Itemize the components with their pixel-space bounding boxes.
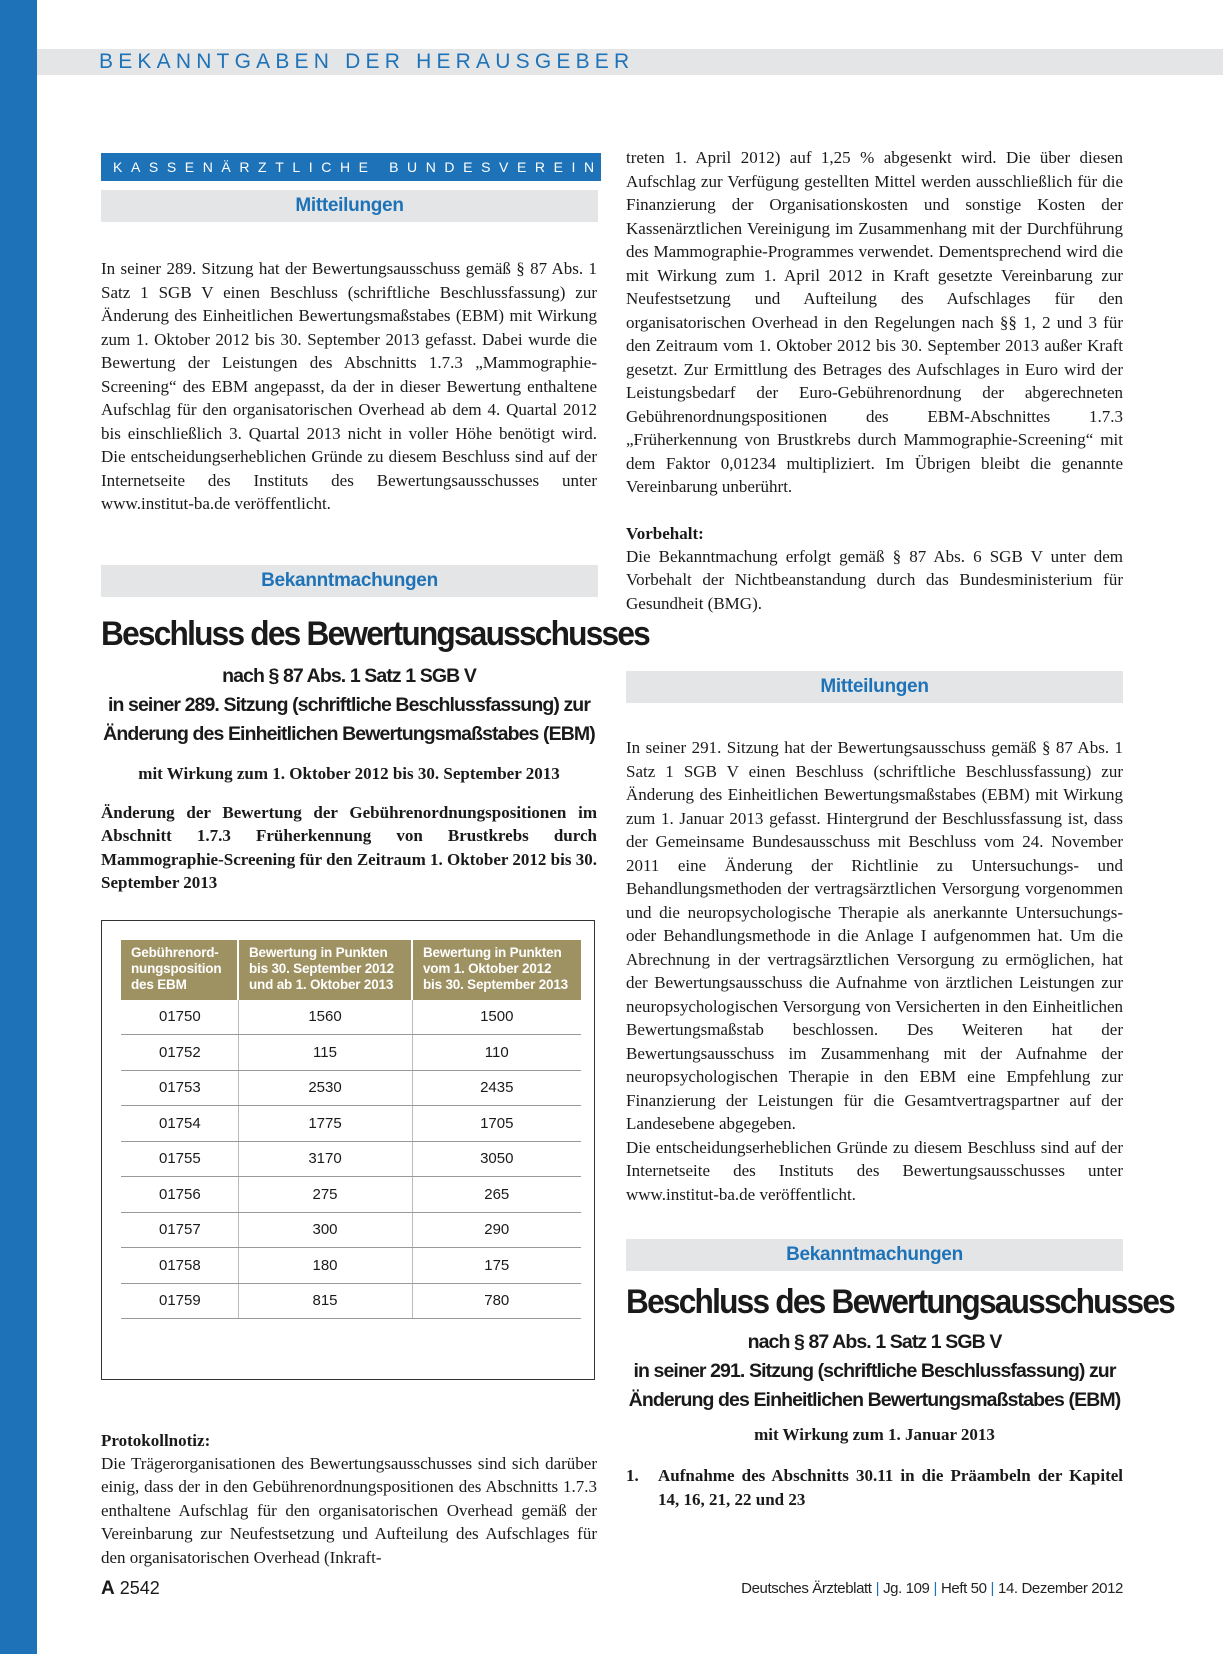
protokoll-paragraph: Die Trägerorganisationen des Bewertungsausschusses sind sich darüber einig, dass der in den Gebührenordnungspositionen des Abschnitts 1.7.3 enthaltene Aufschlag für den organisatorischen Overhead gemäß der Vereinbarung zur Neufestsetzung und Aufteilung des Aufschlages für den organisatorischen Overhead (Inkraft- xyxy=(101,1453,597,1567)
position-cell: 01755 xyxy=(121,1141,238,1177)
table-row xyxy=(121,1000,581,1035)
points-new-cell: 1500 xyxy=(412,1000,581,1035)
points-new-cell: 780 xyxy=(412,1283,581,1319)
right-column xyxy=(626,148,1174,1511)
organization-label: KASSENÄRZTLICHE BUNDESVEREINIGUNG xyxy=(101,153,601,181)
subtitle-line: in seiner 291. Sitzung (schriftliche Beschlussfassung) zur xyxy=(633,1360,1116,1382)
table-row xyxy=(121,1283,581,1319)
numbered-item xyxy=(626,1464,1123,1511)
left-color-bar xyxy=(0,0,37,1654)
intro-paragraph: In seiner 291. Sitzung hat der Bewertungsausschuss gemäß § 87 Abs. 1 Satz 1 SGB V einen Beschluss (schriftliche Beschlussfassung) zur Änderung des Einheitlichen Bewertungsmaßstabes (EBM) mit Wirkung zum 1. Januar 2013 gefasst. Hintergrund der Beschlussfassung ist, dass der Gemeinsame Bundesausschuss mit Beschluss vom 24. November 2011 eine Änderung der Richtlinie zu Untersuchungs- und Behandlungsmethoden der vertragsärztlichen Versorgung vorgenommen und die neuropsychologische Therapie als anerkannte Untersuchungs- oder Behandlungsmethode in die Anlage I aufgenommen hat. Um die Abrechnung in der vertragsärztlichen Versorgung zu ermöglichen, hat der Bewertungsausschuss die Aufnahme von ärztlichen Leistungen zur neuropsychologischen Versorgung von Versicherten in den Einheitlichen Bewertungsmaßstab beschlossen. Des Weiteren hat der Bewertungsausschuss im Zusammenhang mit der Aufnahme der neuropsychologischen Therapie in den EBM eine Empfehlung zur Finanzierung der Leistungen für die Gesamtvertragspartner auf der Landesebene abgegeben. xyxy=(626,738,1123,1133)
points-old-cell: 815 xyxy=(238,1283,412,1319)
mitteilungen-heading: Mitteilungen xyxy=(626,671,1123,703)
points-old-cell: 275 xyxy=(238,1177,412,1213)
resolution-subtitle xyxy=(101,662,597,749)
points-new-cell: 265 xyxy=(412,1177,581,1213)
page-number xyxy=(101,1578,160,1600)
mitteilungen-heading: Mitteilungen xyxy=(101,190,598,222)
position-cell: 01758 xyxy=(121,1248,238,1284)
resolution-subtitle xyxy=(626,1328,1123,1415)
table-header-row xyxy=(121,940,581,1000)
page-number-value: 2542 xyxy=(119,1578,160,1598)
intro-paragraph-2: Die entscheidungserheblichen Gründe zu diesem Beschluss sind auf der Internetseite des Instituts des Bewertungsausschusses unter www.institut-ba.de veröffentlicht. xyxy=(626,1137,1123,1204)
vorbehalt-heading: Vorbehalt: xyxy=(626,523,704,543)
points-new-cell: 110 xyxy=(412,1035,581,1071)
subtitle-line: Änderung des Einheitlichen Bewertungsmaßstabes (EBM) xyxy=(103,722,595,745)
points-old-cell: 180 xyxy=(238,1248,412,1284)
points-new-cell: 2435 xyxy=(412,1070,581,1106)
change-heading: Änderung der Bewertung der Gebührenordnungspositionen im Abschnitt 1.7.3 Früherkennung von Brustkrebs durch Mammographie-Screening für den Zeitraum 1. Oktober 2012 bis 30. September 2013 xyxy=(101,802,597,892)
points-table-frame xyxy=(101,920,595,1380)
journal-volume: Jg. 109 xyxy=(883,1580,930,1597)
position-cell: 01753 xyxy=(121,1070,238,1106)
position-cell: 01754 xyxy=(121,1106,238,1142)
resolution-title: Beschluss des Bewertungsausschusses xyxy=(101,614,649,653)
position-cell: 01756 xyxy=(121,1177,238,1213)
points-old-cell: 300 xyxy=(238,1212,412,1248)
subtitle-line: Änderung des Einheitlichen Bewertungsmaßstabes (EBM) xyxy=(628,1389,1121,1411)
table-row xyxy=(121,1141,581,1177)
table-row xyxy=(121,1106,581,1142)
intro-paragraph: In seiner 289. Sitzung hat der Bewertungsausschuss gemäß § 87 Abs. 1 Satz 1 SGB V einen Beschluss (schriftliche Beschlussfassung) zur Änderung des Einheitlichen Bewertungsmaßstabes (EBM) mit Wirkung zum 1. Oktober 2012 bis 30. September 2013 gefasst. Dabei wurde die Bewertung der Leistungen des Abschnitts 1.7.3 „Mammographie-Screening“ des EBM angepasst, da der in dieser Bewertung enthaltene Aufschlag für den organisatorischen Overhead ab dem 4. Quartal 2012 bis einschließlich 3. Quartal 2013 nicht in voller Höhe benötigt wird. Die entscheidungserheblichen Gründe zu diesem Beschluss sind auf der Internetseite des Instituts des Bewertungsausschusses unter www.institut-ba.de veröffentlicht. xyxy=(101,259,597,513)
table-row xyxy=(121,1070,581,1106)
table-row xyxy=(121,1035,581,1071)
item-number: 1. xyxy=(626,1466,639,1485)
item-text: Aufnahme des Abschnitts 30.11 in die Präambeln der Kapitel 14, 16, 21, 22 und 23 xyxy=(658,1466,1123,1509)
bekanntmachungen-heading: Bekanntmachungen xyxy=(626,1239,1123,1271)
position-cell: 01757 xyxy=(121,1212,238,1248)
position-cell: 01750 xyxy=(121,1000,238,1035)
position-cell: 01752 xyxy=(121,1035,238,1071)
vorbehalt-paragraph: Die Bekanntmachung erfolgt gemäß § 87 Abs. 6 SGB V unter dem Vorbehalt der Nichtbeanstandung durch das Bundesministerium für Gesundheit (BMG). xyxy=(626,546,1123,613)
bekanntmachungen-heading: Bekanntmachungen xyxy=(101,565,598,597)
journal-issue: Heft 50 xyxy=(940,1580,987,1597)
page-letter: A xyxy=(101,1578,115,1599)
table-row xyxy=(121,1248,581,1284)
journal-date: 14. Dezember 2012 xyxy=(998,1580,1123,1597)
points-new-cell: 175 xyxy=(412,1248,581,1284)
effective-period: mit Wirkung zum 1. Oktober 2012 bis 30. September 2013 xyxy=(138,763,560,783)
protokoll-heading: Protokollnotiz: xyxy=(101,1430,211,1450)
column-header-points-old: Bewertung in Punkten bis 30. September 2012 und ab 1. Oktober 2013 xyxy=(238,940,412,1000)
table-row xyxy=(121,1177,581,1213)
effective-period: mit Wirkung zum 1. Januar 2013 xyxy=(754,1425,995,1444)
points-old-cell: 1775 xyxy=(238,1106,412,1142)
points-old-cell: 115 xyxy=(238,1035,412,1071)
column-header-position: Gebührenord- nungsposition des EBM xyxy=(121,940,238,1000)
points-old-cell: 2530 xyxy=(238,1070,412,1106)
subtitle-line: nach § 87 Abs. 1 Satz 1 SGB V xyxy=(747,1331,1002,1353)
subtitle-line: in seiner 289. Sitzung (schriftliche Beschlussfassung) zur xyxy=(107,693,591,716)
position-cell: 01759 xyxy=(121,1283,238,1319)
section-header: BEKANNTGABEN DER HERAUSGEBER xyxy=(99,50,635,73)
journal-info: Deutsches Ärzteblatt | Jg. 109 | Heft 50 | 14. Dezember 2012 xyxy=(741,1580,1123,1597)
points-new-cell: 1705 xyxy=(412,1106,581,1142)
points-old-cell: 1560 xyxy=(238,1000,412,1035)
subtitle-line: nach § 87 Abs. 1 Satz 1 SGB V xyxy=(222,664,476,687)
table-row xyxy=(121,1212,581,1248)
points-table xyxy=(121,940,581,1320)
continuation-paragraph: treten 1. April 2012) auf 1,25 % abgesenkt wird. Die über diesen Aufschlag zur Verfügung gestellten Mittel werden ausschließlich für die Finanzierung der Organisationskosten und sonstige Kosten der Kassenärztlichen Vereinigung im Zusammenhang mit der Durchführung des Mammographie-Programmes verwendet. Dementsprechend wird die mit Wirkung zum 1. April 2012 in Kraft gesetzte Vereinbarung zur Neufestsetzung und Aufteilung des Aufschlages für den organisatorischen Overhead in den Regelungen nach §§ 1, 2 und 3 für den Zeitraum vom 1. Oktober 2012 bis 30. September 2013 außer Kraft gesetzt. Zur Ermittlung des Betrages des Aufschlages in Euro wird der Leistungsbedarf der Euro-Gebührenordnung der abgerechneten Gebührenordnungspositionen des EBM-Abschnittes 1.7.3 „Früherkennung von Brustkrebs durch Mammographie-Screening“ mit dem Faktor 0,01234 multipliziert. Im Übrigen bleibt die genannte Vereinbarung unberührt. xyxy=(626,148,1123,496)
resolution-title: Beschluss des Bewertungsausschusses xyxy=(626,1283,1174,1321)
points-new-cell: 290 xyxy=(412,1212,581,1248)
journal-name: Deutsches Ärzteblatt xyxy=(741,1580,872,1597)
column-header-points-new: Bewertung in Punkten vom 1. Oktober 2012 bis 30. September 2013 xyxy=(412,940,581,1000)
points-old-cell: 3170 xyxy=(238,1141,412,1177)
points-new-cell: 3050 xyxy=(412,1141,581,1177)
